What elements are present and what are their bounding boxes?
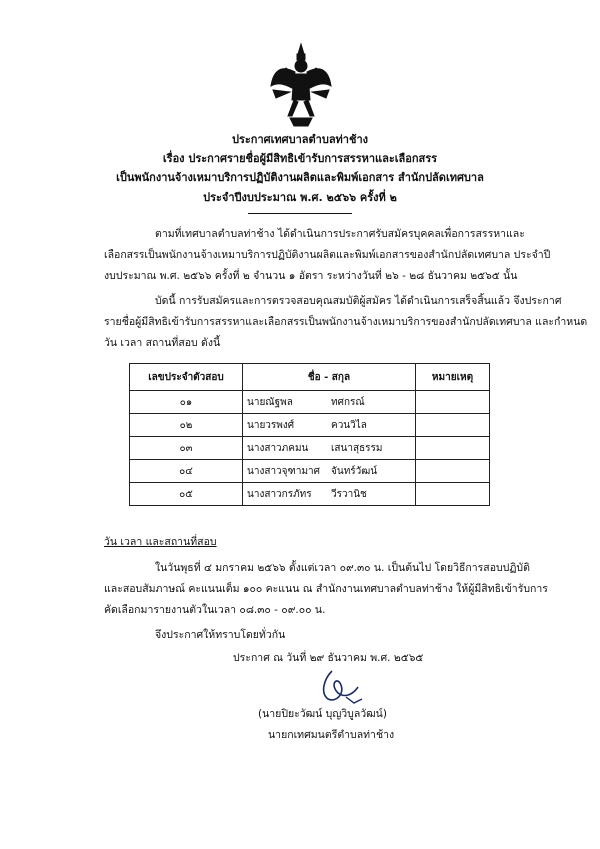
remarks	[416, 483, 490, 506]
remarks	[416, 391, 490, 414]
first-name: นายณัฐพล	[247, 396, 293, 408]
announcement-subject: เรื่อง ประกาศรายชื่อผู้มีสิทธิเข้ารับการสรรหาและเลือกสรร	[162, 152, 438, 165]
header-remarks: หมายเหตุ	[416, 364, 490, 391]
result-line-1: บัดนี้ การรับสมัครและการตรวจสอบคุณสมบัติผู้สมัคร ได้ดำเนินการเสร็จสิ้นแล้ว จึงประกาศ	[155, 295, 562, 307]
announcement-title: ประกาศเทศบาลตำบลท่าช้าง	[232, 133, 368, 146]
table-row	[130, 391, 490, 414]
intro-line-1: ตามที่เทศบาลตำบลท่าช้าง ได้ดำเนินการประกาศรับสมัครบุคคลเพื่อการสรรหาและ	[155, 228, 525, 240]
schedule-line-3: คัดเลือกมารายงานตัวในเวลา ๐๘.๓๐ - ๐๙.๐๐ น.	[104, 604, 326, 616]
exam-number: ๐๔	[130, 460, 243, 483]
candidate-table	[129, 363, 490, 506]
candidate-name	[243, 460, 416, 483]
signature-icon	[310, 663, 380, 708]
announcement-date: ประกาศ ณ วันที่ ๒๙ ธันวาคม พ.ศ. ๒๕๖๕	[233, 652, 424, 664]
result-line-3: วัน เวลา สถานที่สอบ ดังนี้	[104, 337, 221, 349]
schedule-line-2: และสอบสัมภาษณ์ คะแนนเต็ม ๑๐๐ คะแนน ณ สำนักงานเทศบาลตำบลท่าช้าง ให้ผู้มีสิทธิเข้ารับการ	[104, 583, 548, 595]
last-name: จันทร์วัฒน์	[331, 465, 378, 477]
first-name: นายวรพงศ์	[247, 419, 295, 431]
table-header-row	[130, 364, 490, 391]
first-name: นางสาวภคมน	[247, 442, 309, 454]
last-name: ควนวิไล	[331, 419, 367, 431]
candidate-name	[243, 391, 416, 414]
table-row	[130, 437, 490, 460]
first-name: นางสาวกรภัทร	[247, 488, 312, 500]
table-row	[130, 483, 490, 506]
first-name: นางสาวจุฑามาศ	[247, 465, 320, 477]
candidate-name	[243, 483, 416, 506]
garuda-emblem-icon	[270, 42, 332, 128]
announcement-fiscal-year: ประจำปีงบประมาณ พ.ศ. ๒๕๖๖ ครั้งที่ ๒	[203, 191, 397, 204]
last-name: เสนาสุธรรม	[331, 442, 383, 454]
schedule-line-1: ในวันพุธที่ ๔ มกราคม ๒๕๖๖ ตั้งแต่เวลา ๐๙.๓๐ น. เป็นต้นไป โดยวิธีการสอบปฏิบัติ	[155, 562, 530, 574]
signer-position: นายกเทศมนตรีตำบลท่าช้าง	[268, 729, 395, 741]
exam-number: ๐๓	[130, 437, 243, 460]
exam-number: ๐๑	[130, 391, 243, 414]
candidate-name	[243, 437, 416, 460]
last-name: ทศกรณ์	[331, 396, 365, 408]
exam-number: ๐๒	[130, 414, 243, 437]
closing-statement: จึงประกาศให้ทราบโดยทั่วกัน	[155, 629, 286, 641]
candidate-name	[243, 414, 416, 437]
table-row	[130, 460, 490, 483]
signer-name: (นายปิยะวัฒน์ บุญวิบูลวัฒน์)	[258, 708, 387, 720]
remarks	[416, 437, 490, 460]
remarks	[416, 460, 490, 483]
exam-number: ๐๕	[130, 483, 243, 506]
remarks	[416, 414, 490, 437]
result-line-2: รายชื่อผู้มีสิทธิเข้ารับการสรรหาและเลือกสรรเป็นพนักงานจ้างเหมาบริการของสำนักปลัดเทศบาล และกำหนด	[104, 316, 588, 328]
header-exam-number: เลขประจำตัวสอบ	[130, 364, 243, 391]
table-row	[130, 414, 490, 437]
title-underline	[248, 213, 352, 214]
schedule-heading: วัน เวลา และสถานที่สอบ	[104, 536, 217, 548]
header-full-name: ชื่อ - สกุล	[243, 364, 416, 391]
announcement-subject-line2: เป็นพนักงานจ้างเหมาบริการปฏิบัติงานผลิตและพิมพ์เอกสาร สำนักปลัดเทศบาล	[116, 171, 484, 184]
intro-line-3: งบประมาณ พ.ศ. ๒๕๖๖ ครั้งที่ ๒ จำนวน ๑ อัตรา ระหว่างวันที่ ๒๖ - ๒๘ ธันวาคม ๒๕๖๕ นั้น	[104, 270, 518, 282]
intro-line-2: เลือกสรรเป็นพนักงานจ้างเหมาบริการปฏิบัติงานผลิตและพิมพ์เอกสารของสำนักปลัดเทศบาล ประจำปี	[104, 249, 551, 261]
last-name: วีรวานิช	[331, 488, 367, 500]
